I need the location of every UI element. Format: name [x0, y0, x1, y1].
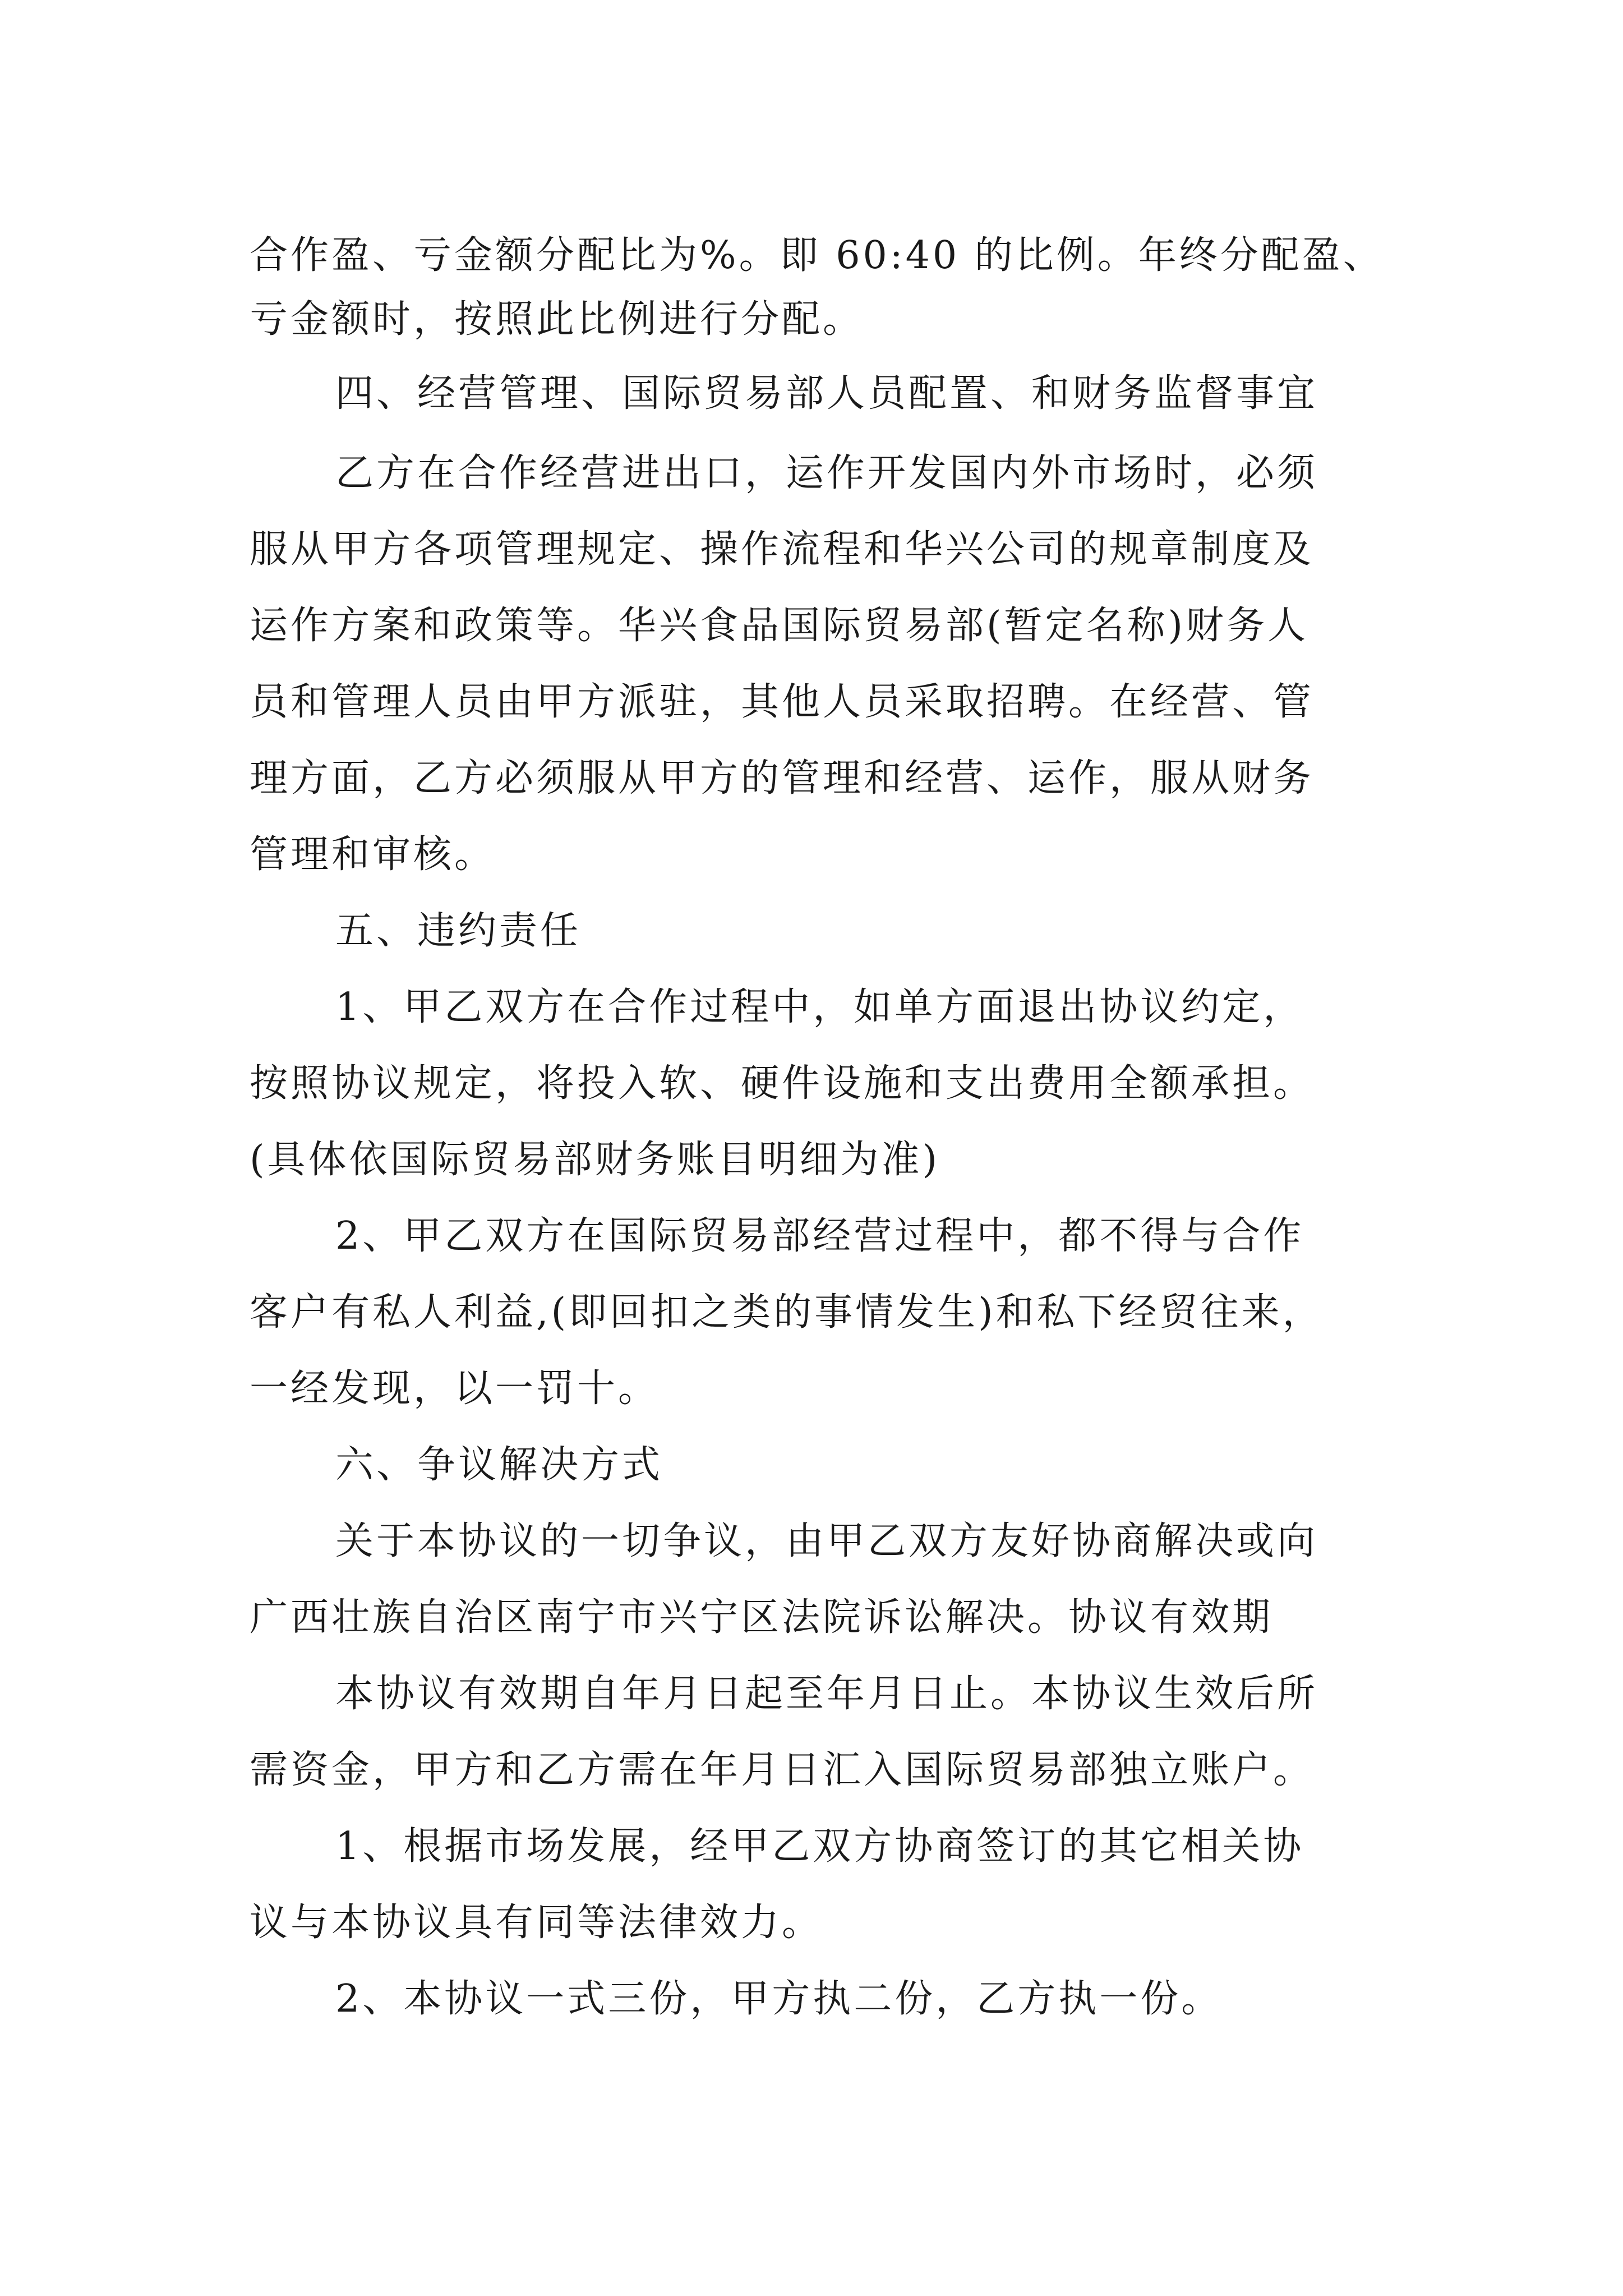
- text-line-1: 合作盈、亏金额分配比为%。即 60:40 的比例。年终分配盈、: [250, 233, 1384, 278]
- text-line-22: 1、根据市场发展，经甲乙双方协商签订的其它相关协: [335, 1824, 1304, 1869]
- text-line-7: 员和管理人员由甲方派驻，其他人员采取招聘。在经营、管: [250, 680, 1315, 724]
- text-line-19: 广西壮族自治区南宁市兴宁区法院诉讼解决。协议有效期: [250, 1595, 1274, 1640]
- text-line-11: 1、甲乙双方在合作过程中，如单方面退出协议约定，: [335, 985, 1304, 1029]
- text-line-9: 管理和审核。: [250, 832, 496, 877]
- text-line-15: 客户有私人利益,(即回扣之类的事情发生)和私下经贸往来，: [250, 1290, 1324, 1335]
- text-line-13: (具体依国际贸易部财务账目明细为准): [250, 1138, 940, 1182]
- text-line-18: 关于本协议的一切争议，由甲乙双方友好协商解决或向: [335, 1519, 1318, 1563]
- text-line-5: 服从甲方各项管理规定、操作流程和华兴公司的规章制度及: [250, 527, 1315, 572]
- text-line-20: 本协议有效期自年月日起至年月日止。本协议生效后所: [335, 1672, 1318, 1716]
- text-line-12: 按照协议规定，将投入软、硬件设施和支出费用全额承担。: [250, 1061, 1315, 1106]
- text-line-4: 乙方在合作经营进出口，运作开发国内外市场时，必须: [335, 451, 1318, 495]
- text-line-21: 需资金，甲方和乙方需在年月日汇入国际贸易部独立账户。: [250, 1748, 1315, 1792]
- section-heading-4: 四、经营管理、国际贸易部人员配置、和财务监督事宜: [335, 371, 1318, 416]
- text-line-23: 议与本协议具有同等法律效力。: [250, 1901, 823, 1945]
- text-line-24: 2、本协议一式三份，甲方执二份，乙方执一份。: [335, 1977, 1223, 2021]
- text-line-16: 一经发现，以一罚十。: [250, 1366, 660, 1411]
- section-heading-5: 五、违约责任: [335, 909, 582, 953]
- text-line-6: 运作方案和政策等。华兴食品国际贸易部(暂定名称)财务人: [250, 604, 1309, 648]
- section-heading-6: 六、争议解决方式: [335, 1443, 663, 1487]
- text-line-8: 理方面，乙方必须服从甲方的管理和经营、运作，服从财务: [250, 756, 1315, 800]
- text-line-2: 亏金额时，按照此比例进行分配。: [250, 297, 864, 342]
- text-line-14: 2、甲乙双方在国际贸易部经营过程中，都不得与合作: [335, 1214, 1304, 1258]
